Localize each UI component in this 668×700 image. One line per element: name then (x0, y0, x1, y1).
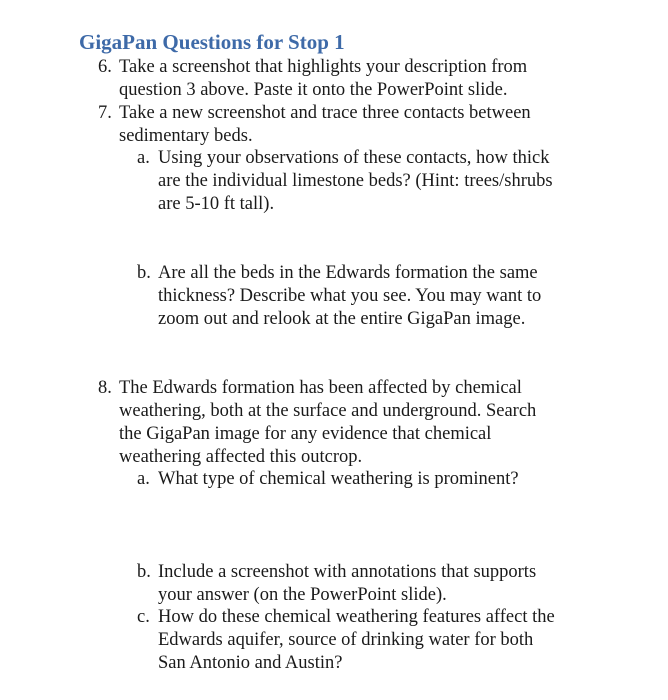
sub-question-letter: c. (137, 607, 150, 627)
sub-question-letter: b. (137, 562, 151, 582)
question-line: thickness? Describe what you see. You may want to (158, 286, 542, 306)
question-line: are 5-10 ft tall). (158, 194, 275, 214)
sub-question-text (158, 606, 555, 675)
sub-question-text (158, 468, 519, 491)
question-line: are the individual limestone beds? (Hint: trees/shrubs (158, 171, 553, 191)
question-line: sedimentary beds. (119, 126, 253, 146)
question-line: weathering, both at the surface and underground. Search (119, 401, 537, 421)
question-line: question 3 above. Paste it onto the PowerPoint slide. (119, 80, 508, 100)
question-line: Take a screenshot that highlights your description from (119, 57, 528, 77)
question-line: What type of chemical weathering is prominent? (158, 469, 519, 489)
question-text (119, 56, 527, 102)
question-number: 8. (98, 378, 112, 398)
sub-question-text (158, 262, 541, 331)
question-text (119, 377, 536, 469)
question-number: 6. (98, 57, 112, 77)
sub-question-letter: b. (137, 263, 151, 283)
sub-question-text (158, 147, 553, 216)
question-line: The Edwards formation has been affected by chemical (119, 378, 522, 398)
question-line: Using your observations of these contacts, how thick (158, 148, 550, 168)
question-line: weathering affected this outcrop. (119, 447, 363, 467)
question-line: San Antonio and Austin? (158, 653, 343, 673)
sub-question-text (158, 561, 536, 607)
question-line: the GigaPan image for any evidence that chemical (119, 424, 492, 444)
question-line: Are all the beds in the Edwards formation the same (158, 263, 538, 283)
question-line: Edwards aquifer, source of drinking water for both (158, 630, 534, 650)
sub-question-letter: a. (137, 469, 150, 489)
sub-question-letter: a. (137, 148, 150, 168)
question-text (119, 102, 531, 148)
question-line: How do these chemical weathering features affect the (158, 607, 555, 627)
question-line: Take a new screenshot and trace three contacts between (119, 103, 531, 123)
question-line: your answer (on the PowerPoint slide). (158, 585, 447, 605)
page-title: GigaPan Questions for Stop 1 (79, 30, 345, 54)
question-line: Include a screenshot with annotations that supports (158, 562, 537, 582)
question-line: zoom out and relook at the entire GigaPan image. (158, 309, 526, 329)
question-number: 7. (98, 103, 112, 123)
